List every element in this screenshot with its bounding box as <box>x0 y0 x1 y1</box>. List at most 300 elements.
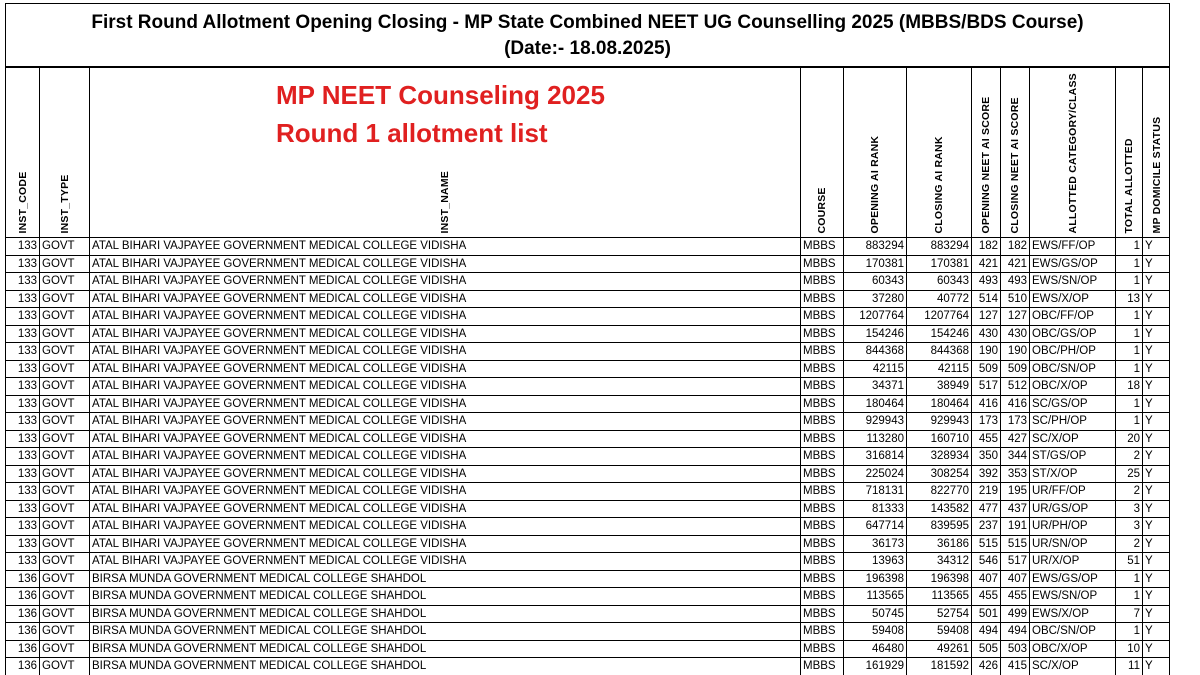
cell-inst-code: 133 <box>6 238 40 256</box>
cell-course: MBBS <box>801 238 844 256</box>
cell-opening-rank: 36173 <box>844 535 907 553</box>
cell-category: OBC/X/OP <box>1030 378 1116 396</box>
cell-closing-rank: 180464 <box>907 395 972 413</box>
cell-course: MBBS <box>801 395 844 413</box>
cell-domicile: Y <box>1143 290 1171 308</box>
cell-inst-type: GOVT <box>40 255 90 273</box>
cell-inst-code: 133 <box>6 535 40 553</box>
cell-total: 2 <box>1116 483 1143 501</box>
cell-inst-type: GOVT <box>40 605 90 623</box>
cell-inst-code: 133 <box>6 500 40 518</box>
cell-domicile: Y <box>1143 623 1171 641</box>
col-inst-type: INST_TYPE <box>40 68 90 238</box>
cell-opening-score: 515 <box>972 535 1001 553</box>
cell-category: UR/GS/OP <box>1030 500 1116 518</box>
cell-opening-rank: 225024 <box>844 465 907 483</box>
cell-category: EWS/SN/OP <box>1030 588 1116 606</box>
cell-closing-rank: 60343 <box>907 273 972 291</box>
cell-inst-type: GOVT <box>40 343 90 361</box>
table-row <box>6 308 1171 326</box>
cell-closing-rank: 49261 <box>907 640 972 658</box>
cell-category: UR/PH/OP <box>1030 518 1116 536</box>
cell-opening-score: 517 <box>972 378 1001 396</box>
table-row <box>6 360 1171 378</box>
cell-opening-rank: 883294 <box>844 238 907 256</box>
cell-total: 1 <box>1116 343 1143 361</box>
cell-inst-code: 133 <box>6 518 40 536</box>
col-category: ALLOTTED CATEGORY/CLASS <box>1030 68 1116 238</box>
cell-course: MBBS <box>801 658 844 675</box>
cell-inst-type: GOVT <box>40 238 90 256</box>
cell-inst-name: ATAL BIHARI VAJPAYEE GOVERNMENT MEDICAL COLLEGE VIDISHA <box>90 535 801 553</box>
cell-total: 1 <box>1116 588 1143 606</box>
cell-total: 51 <box>1116 553 1143 571</box>
cell-inst-type: GOVT <box>40 518 90 536</box>
table-row <box>6 588 1171 606</box>
cell-total: 1 <box>1116 395 1143 413</box>
cell-inst-name: ATAL BIHARI VAJPAYEE GOVERNMENT MEDICAL COLLEGE VIDISHA <box>90 273 801 291</box>
cell-category: OBC/X/OP <box>1030 640 1116 658</box>
table-row <box>6 570 1171 588</box>
cell-inst-type: GOVT <box>40 588 90 606</box>
cell-opening-rank: 929943 <box>844 413 907 431</box>
cell-closing-score: 499 <box>1001 605 1030 623</box>
cell-closing-rank: 40772 <box>907 290 972 308</box>
cell-closing-score: 127 <box>1001 308 1030 326</box>
cell-domicile: Y <box>1143 500 1171 518</box>
cell-inst-name: ATAL BIHARI VAJPAYEE GOVERNMENT MEDICAL COLLEGE VIDISHA <box>90 500 801 518</box>
cell-category: EWS/SN/OP <box>1030 273 1116 291</box>
allotment-sheet <box>5 3 1170 675</box>
cell-category: OBC/SN/OP <box>1030 360 1116 378</box>
cell-domicile: Y <box>1143 308 1171 326</box>
cell-category: OBC/PH/OP <box>1030 343 1116 361</box>
cell-category: EWS/FF/OP <box>1030 238 1116 256</box>
cell-inst-code: 133 <box>6 430 40 448</box>
overlay-caption <box>276 76 605 152</box>
cell-total: 10 <box>1116 640 1143 658</box>
table-row <box>6 430 1171 448</box>
cell-inst-name: ATAL BIHARI VAJPAYEE GOVERNMENT MEDICAL COLLEGE VIDISHA <box>90 430 801 448</box>
cell-total: 1 <box>1116 273 1143 291</box>
cell-closing-score: 353 <box>1001 465 1030 483</box>
page-date: (Date:- 18.08.2025) <box>504 38 671 59</box>
table-row <box>6 658 1171 675</box>
cell-opening-score: 546 <box>972 553 1001 571</box>
cell-closing-score: 421 <box>1001 255 1030 273</box>
cell-inst-name: BIRSA MUNDA GOVERNMENT MEDICAL COLLEGE SHAHDOL <box>90 605 801 623</box>
cell-category: UR/FF/OP <box>1030 483 1116 501</box>
cell-inst-name: ATAL BIHARI VAJPAYEE GOVERNMENT MEDICAL COLLEGE VIDISHA <box>90 378 801 396</box>
cell-opening-rank: 113280 <box>844 430 907 448</box>
cell-total: 1 <box>1116 360 1143 378</box>
cell-opening-score: 237 <box>972 518 1001 536</box>
cell-inst-code: 133 <box>6 343 40 361</box>
table-row <box>6 343 1171 361</box>
cell-inst-name: ATAL BIHARI VAJPAYEE GOVERNMENT MEDICAL COLLEGE VIDISHA <box>90 343 801 361</box>
cell-closing-rank: 883294 <box>907 238 972 256</box>
cell-closing-score: 427 <box>1001 430 1030 448</box>
table-body <box>6 238 1171 675</box>
cell-inst-type: GOVT <box>40 378 90 396</box>
cell-closing-score: 195 <box>1001 483 1030 501</box>
cell-opening-rank: 37280 <box>844 290 907 308</box>
cell-closing-score: 190 <box>1001 343 1030 361</box>
cell-category: SC/GS/OP <box>1030 395 1116 413</box>
cell-domicile: Y <box>1143 553 1171 571</box>
cell-closing-rank: 181592 <box>907 658 972 675</box>
cell-opening-score: 455 <box>972 588 1001 606</box>
cell-inst-code: 136 <box>6 588 40 606</box>
cell-opening-score: 190 <box>972 343 1001 361</box>
cell-category: UR/X/OP <box>1030 553 1116 571</box>
cell-closing-rank: 822770 <box>907 483 972 501</box>
cell-category: EWS/X/OP <box>1030 605 1116 623</box>
cell-opening-rank: 59408 <box>844 623 907 641</box>
cell-course: MBBS <box>801 553 844 571</box>
cell-total: 2 <box>1116 535 1143 553</box>
cell-closing-score: 182 <box>1001 238 1030 256</box>
cell-opening-score: 219 <box>972 483 1001 501</box>
cell-opening-score: 505 <box>972 640 1001 658</box>
cell-inst-code: 133 <box>6 308 40 326</box>
cell-category: OBC/FF/OP <box>1030 308 1116 326</box>
cell-opening-score: 494 <box>972 623 1001 641</box>
cell-closing-rank: 929943 <box>907 413 972 431</box>
table-row <box>6 483 1171 501</box>
cell-domicile: Y <box>1143 343 1171 361</box>
cell-total: 1 <box>1116 308 1143 326</box>
cell-course: MBBS <box>801 448 844 466</box>
allotment-table <box>5 67 1170 675</box>
cell-course: MBBS <box>801 430 844 448</box>
cell-inst-type: GOVT <box>40 570 90 588</box>
cell-closing-score: 509 <box>1001 360 1030 378</box>
cell-opening-rank: 50745 <box>844 605 907 623</box>
cell-course: MBBS <box>801 290 844 308</box>
cell-inst-name: BIRSA MUNDA GOVERNMENT MEDICAL COLLEGE SHAHDOL <box>90 588 801 606</box>
cell-inst-type: GOVT <box>40 448 90 466</box>
cell-domicile: Y <box>1143 658 1171 675</box>
cell-closing-score: 415 <box>1001 658 1030 675</box>
cell-closing-rank: 34312 <box>907 553 972 571</box>
cell-inst-type: GOVT <box>40 308 90 326</box>
cell-inst-code: 133 <box>6 553 40 571</box>
cell-opening-score: 514 <box>972 290 1001 308</box>
cell-category: EWS/GS/OP <box>1030 255 1116 273</box>
cell-domicile: Y <box>1143 273 1171 291</box>
cell-total: 3 <box>1116 500 1143 518</box>
cell-closing-rank: 308254 <box>907 465 972 483</box>
cell-inst-code: 136 <box>6 623 40 641</box>
col-course: COURSE <box>801 68 844 238</box>
cell-total: 13 <box>1116 290 1143 308</box>
cell-domicile: Y <box>1143 325 1171 343</box>
cell-inst-type: GOVT <box>40 290 90 308</box>
cell-closing-rank: 154246 <box>907 325 972 343</box>
cell-course: MBBS <box>801 570 844 588</box>
cell-closing-score: 517 <box>1001 553 1030 571</box>
cell-opening-rank: 113565 <box>844 588 907 606</box>
cell-closing-rank: 1207764 <box>907 308 972 326</box>
cell-inst-type: GOVT <box>40 553 90 571</box>
table-row <box>6 553 1171 571</box>
cell-opening-rank: 60343 <box>844 273 907 291</box>
cell-domicile: Y <box>1143 395 1171 413</box>
cell-closing-rank: 113565 <box>907 588 972 606</box>
table-row <box>6 518 1171 536</box>
cell-inst-name: ATAL BIHARI VAJPAYEE GOVERNMENT MEDICAL COLLEGE VIDISHA <box>90 413 801 431</box>
cell-domicile: Y <box>1143 413 1171 431</box>
cell-closing-score: 510 <box>1001 290 1030 308</box>
cell-inst-code: 133 <box>6 378 40 396</box>
cell-inst-code: 133 <box>6 465 40 483</box>
table-row <box>6 640 1171 658</box>
table-row <box>6 605 1171 623</box>
cell-inst-code: 133 <box>6 395 40 413</box>
cell-opening-rank: 161929 <box>844 658 907 675</box>
cell-closing-rank: 52754 <box>907 605 972 623</box>
cell-closing-score: 191 <box>1001 518 1030 536</box>
cell-inst-code: 133 <box>6 360 40 378</box>
cell-category: OBC/SN/OP <box>1030 623 1116 641</box>
cell-category: SC/X/OP <box>1030 430 1116 448</box>
cell-opening-score: 426 <box>972 658 1001 675</box>
cell-domicile: Y <box>1143 255 1171 273</box>
table-row <box>6 465 1171 483</box>
cell-course: MBBS <box>801 360 844 378</box>
page-title: First Round Allotment Opening Closing - MP State Combined NEET UG Counselling 2025 (MBBS/BDS Course) <box>91 12 1084 33</box>
cell-inst-type: GOVT <box>40 360 90 378</box>
cell-category: ST/X/OP <box>1030 465 1116 483</box>
cell-inst-type: GOVT <box>40 325 90 343</box>
cell-course: MBBS <box>801 255 844 273</box>
cell-domicile: Y <box>1143 640 1171 658</box>
cell-opening-score: 182 <box>972 238 1001 256</box>
cell-opening-score: 455 <box>972 430 1001 448</box>
cell-opening-rank: 42115 <box>844 360 907 378</box>
cell-closing-rank: 38949 <box>907 378 972 396</box>
cell-category: SC/PH/OP <box>1030 413 1116 431</box>
cell-course: MBBS <box>801 483 844 501</box>
cell-course: MBBS <box>801 273 844 291</box>
cell-closing-score: 173 <box>1001 413 1030 431</box>
col-domicile: MP DOMICILE STATUS <box>1143 68 1171 238</box>
cell-inst-type: GOVT <box>40 413 90 431</box>
cell-opening-rank: 647714 <box>844 518 907 536</box>
cell-inst-name: ATAL BIHARI VAJPAYEE GOVERNMENT MEDICAL COLLEGE VIDISHA <box>90 308 801 326</box>
cell-inst-name: ATAL BIHARI VAJPAYEE GOVERNMENT MEDICAL COLLEGE VIDISHA <box>90 465 801 483</box>
cell-course: MBBS <box>801 500 844 518</box>
cell-inst-name: ATAL BIHARI VAJPAYEE GOVERNMENT MEDICAL COLLEGE VIDISHA <box>90 483 801 501</box>
table-row <box>6 395 1171 413</box>
cell-closing-score: 344 <box>1001 448 1030 466</box>
overlay-line-2: Round 1 allotment list <box>276 118 548 148</box>
cell-opening-score: 350 <box>972 448 1001 466</box>
cell-total: 1 <box>1116 325 1143 343</box>
cell-course: MBBS <box>801 640 844 658</box>
cell-opening-rank: 46480 <box>844 640 907 658</box>
cell-closing-rank: 143582 <box>907 500 972 518</box>
cell-closing-score: 493 <box>1001 273 1030 291</box>
table-row <box>6 290 1171 308</box>
cell-closing-score: 455 <box>1001 588 1030 606</box>
cell-category: OBC/GS/OP <box>1030 325 1116 343</box>
cell-inst-name: ATAL BIHARI VAJPAYEE GOVERNMENT MEDICAL COLLEGE VIDISHA <box>90 360 801 378</box>
cell-course: MBBS <box>801 465 844 483</box>
cell-inst-type: GOVT <box>40 640 90 658</box>
cell-course: MBBS <box>801 623 844 641</box>
cell-total: 1 <box>1116 413 1143 431</box>
cell-opening-score: 421 <box>972 255 1001 273</box>
col-closing-rank: CLOSING AI RANK <box>907 68 972 238</box>
cell-closing-score: 515 <box>1001 535 1030 553</box>
cell-category: SC/X/OP <box>1030 658 1116 675</box>
cell-inst-code: 133 <box>6 273 40 291</box>
cell-total: 7 <box>1116 605 1143 623</box>
cell-inst-type: GOVT <box>40 500 90 518</box>
cell-opening-score: 509 <box>972 360 1001 378</box>
cell-inst-type: GOVT <box>40 483 90 501</box>
table-row <box>6 255 1171 273</box>
cell-course: MBBS <box>801 308 844 326</box>
cell-total: 18 <box>1116 378 1143 396</box>
cell-inst-name: BIRSA MUNDA GOVERNMENT MEDICAL COLLEGE SHAHDOL <box>90 570 801 588</box>
cell-inst-name: ATAL BIHARI VAJPAYEE GOVERNMENT MEDICAL COLLEGE VIDISHA <box>90 325 801 343</box>
cell-total: 1 <box>1116 570 1143 588</box>
cell-opening-rank: 844368 <box>844 343 907 361</box>
cell-closing-score: 503 <box>1001 640 1030 658</box>
cell-inst-type: GOVT <box>40 535 90 553</box>
cell-course: MBBS <box>801 588 844 606</box>
cell-domicile: Y <box>1143 360 1171 378</box>
cell-total: 2 <box>1116 448 1143 466</box>
table-row <box>6 623 1171 641</box>
col-closing-score: CLOSING NEET AI SCORE <box>1001 68 1030 238</box>
cell-inst-name: BIRSA MUNDA GOVERNMENT MEDICAL COLLEGE SHAHDOL <box>90 658 801 675</box>
cell-closing-rank: 160710 <box>907 430 972 448</box>
cell-opening-score: 392 <box>972 465 1001 483</box>
cell-domicile: Y <box>1143 238 1171 256</box>
cell-closing-rank: 328934 <box>907 448 972 466</box>
cell-opening-score: 493 <box>972 273 1001 291</box>
cell-total: 3 <box>1116 518 1143 536</box>
cell-closing-rank: 196398 <box>907 570 972 588</box>
cell-inst-code: 136 <box>6 640 40 658</box>
cell-category: EWS/X/OP <box>1030 290 1116 308</box>
col-inst-code: INST_CODE <box>6 68 40 238</box>
cell-opening-rank: 13963 <box>844 553 907 571</box>
table-row <box>6 273 1171 291</box>
cell-opening-rank: 316814 <box>844 448 907 466</box>
cell-course: MBBS <box>801 518 844 536</box>
cell-opening-score: 173 <box>972 413 1001 431</box>
table-row <box>6 448 1171 466</box>
cell-opening-rank: 180464 <box>844 395 907 413</box>
col-opening-rank: OPENING AI RANK <box>844 68 907 238</box>
cell-inst-type: GOVT <box>40 273 90 291</box>
cell-domicile: Y <box>1143 535 1171 553</box>
table-row <box>6 238 1171 256</box>
cell-closing-rank: 42115 <box>907 360 972 378</box>
cell-inst-type: GOVT <box>40 465 90 483</box>
cell-total: 25 <box>1116 465 1143 483</box>
cell-closing-rank: 844368 <box>907 343 972 361</box>
cell-inst-type: GOVT <box>40 658 90 675</box>
cell-opening-score: 127 <box>972 308 1001 326</box>
cell-course: MBBS <box>801 535 844 553</box>
cell-opening-score: 407 <box>972 570 1001 588</box>
cell-inst-name: ATAL BIHARI VAJPAYEE GOVERNMENT MEDICAL COLLEGE VIDISHA <box>90 553 801 571</box>
cell-inst-name: ATAL BIHARI VAJPAYEE GOVERNMENT MEDICAL COLLEGE VIDISHA <box>90 395 801 413</box>
cell-inst-name: BIRSA MUNDA GOVERNMENT MEDICAL COLLEGE SHAHDOL <box>90 640 801 658</box>
cell-domicile: Y <box>1143 483 1171 501</box>
cell-closing-score: 416 <box>1001 395 1030 413</box>
cell-inst-code: 133 <box>6 255 40 273</box>
cell-total: 1 <box>1116 623 1143 641</box>
cell-domicile: Y <box>1143 518 1171 536</box>
cell-course: MBBS <box>801 413 844 431</box>
cell-course: MBBS <box>801 343 844 361</box>
cell-closing-rank: 839595 <box>907 518 972 536</box>
cell-opening-rank: 718131 <box>844 483 907 501</box>
title-box <box>6 4 1169 67</box>
cell-opening-rank: 81333 <box>844 500 907 518</box>
cell-opening-score: 416 <box>972 395 1001 413</box>
cell-category: ST/GS/OP <box>1030 448 1116 466</box>
cell-opening-rank: 34371 <box>844 378 907 396</box>
cell-total: 11 <box>1116 658 1143 675</box>
cell-inst-code: 136 <box>6 570 40 588</box>
cell-total: 1 <box>1116 238 1143 256</box>
cell-domicile: Y <box>1143 465 1171 483</box>
cell-opening-rank: 170381 <box>844 255 907 273</box>
cell-domicile: Y <box>1143 588 1171 606</box>
table-row <box>6 500 1171 518</box>
cell-closing-score: 407 <box>1001 570 1030 588</box>
col-total: TOTAL ALLOTTED <box>1116 68 1143 238</box>
cell-inst-type: GOVT <box>40 430 90 448</box>
cell-closing-rank: 59408 <box>907 623 972 641</box>
cell-opening-score: 430 <box>972 325 1001 343</box>
cell-domicile: Y <box>1143 448 1171 466</box>
cell-closing-rank: 36186 <box>907 535 972 553</box>
table-row <box>6 325 1171 343</box>
cell-domicile: Y <box>1143 378 1171 396</box>
cell-inst-code: 133 <box>6 483 40 501</box>
col-inst-name: INST_NAME <box>90 68 801 238</box>
cell-opening-rank: 1207764 <box>844 308 907 326</box>
table-row <box>6 535 1171 553</box>
cell-closing-rank: 170381 <box>907 255 972 273</box>
cell-closing-score: 512 <box>1001 378 1030 396</box>
cell-inst-name: ATAL BIHARI VAJPAYEE GOVERNMENT MEDICAL COLLEGE VIDISHA <box>90 255 801 273</box>
cell-inst-name: ATAL BIHARI VAJPAYEE GOVERNMENT MEDICAL COLLEGE VIDISHA <box>90 448 801 466</box>
cell-inst-name: ATAL BIHARI VAJPAYEE GOVERNMENT MEDICAL COLLEGE VIDISHA <box>90 238 801 256</box>
cell-opening-rank: 196398 <box>844 570 907 588</box>
cell-opening-rank: 154246 <box>844 325 907 343</box>
cell-domicile: Y <box>1143 570 1171 588</box>
cell-inst-code: 136 <box>6 658 40 675</box>
cell-closing-score: 494 <box>1001 623 1030 641</box>
cell-inst-name: ATAL BIHARI VAJPAYEE GOVERNMENT MEDICAL COLLEGE VIDISHA <box>90 290 801 308</box>
cell-closing-score: 430 <box>1001 325 1030 343</box>
cell-closing-score: 437 <box>1001 500 1030 518</box>
cell-inst-code: 133 <box>6 413 40 431</box>
cell-opening-score: 477 <box>972 500 1001 518</box>
cell-inst-type: GOVT <box>40 623 90 641</box>
cell-inst-name: ATAL BIHARI VAJPAYEE GOVERNMENT MEDICAL COLLEGE VIDISHA <box>90 518 801 536</box>
